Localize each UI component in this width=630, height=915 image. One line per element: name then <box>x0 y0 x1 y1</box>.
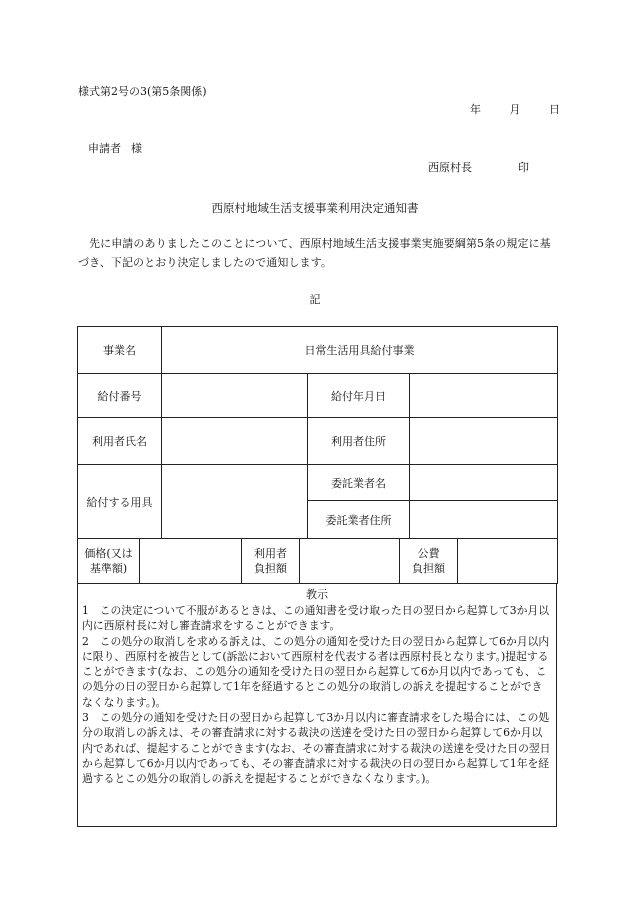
honorific: 様 <box>131 142 142 155</box>
user-burden-label: 利用者 負担額 <box>242 539 300 584</box>
payment-number-label: 給付番号 <box>78 374 162 418</box>
details-table <box>77 326 558 539</box>
date-line <box>470 101 560 117</box>
notice-box <box>77 583 557 827</box>
notice-body <box>78 603 556 787</box>
notice-heading: 教示 <box>306 588 328 601</box>
table-row <box>78 374 558 418</box>
issuer <box>428 159 529 175</box>
contractor-address-cell <box>410 501 558 539</box>
payment-number-cell <box>162 374 308 418</box>
contractor-address-label: 委託業者住所 <box>308 501 410 539</box>
form-number: 様式第2号の3(第5条関係) <box>78 85 207 98</box>
business-name-value: 日常生活用具給付事業 <box>162 327 558 374</box>
applicant-label: 申請者 <box>88 142 121 155</box>
user-address-cell <box>410 418 558 465</box>
user-address-label: 利用者住所 <box>308 418 410 465</box>
price-label: 価格(又は 基準額) <box>78 539 140 584</box>
price-cell <box>140 539 242 584</box>
date-month: 月 <box>509 103 521 116</box>
issuer-name: 西原村長 <box>428 161 472 174</box>
document-title: 西原村地域生活支援事業利用決定通知書 <box>211 201 419 215</box>
payment-date-cell <box>410 374 558 418</box>
notice-item-1: 1 この決定について不服があるときは、この通知書を受け取った日の翌日から起算して3か月以内に西原村長に対し審査請求をすることができます。 <box>82 604 549 633</box>
business-name-label: 事業名 <box>78 327 162 374</box>
user-name-label: 利用者氏名 <box>78 418 162 465</box>
equipment-label: 給付する用具 <box>78 465 162 539</box>
table-row <box>78 539 558 584</box>
payment-date-label: 給付年月日 <box>308 374 410 418</box>
contractor-name-label: 委託業者名 <box>308 465 410 501</box>
user-burden-cell <box>300 539 400 584</box>
notice-item-3: 3 この処分の通知を受けた日の翌日から起算して3か月以内に審査請求をした場合には、この処分の取消しの訴えは、その審査請求に対する裁決の送達を受けた日の翌日から起算して6か月以内であれば、提起することができます(なお、その審査請求に対する裁決の送達を受けた日の翌日から起算して6か月以内であっても、その審査請求に対する裁決の日の翌日から起算して1年を経過するとこの処分の取消しの訴えを提起することができなくなります。)。 <box>82 711 551 786</box>
date-year: 年 <box>470 103 481 116</box>
ki-marker: 記 <box>309 293 321 306</box>
date-day: 日 <box>549 103 560 116</box>
user-name-cell <box>162 418 308 465</box>
seal-mark: 印 <box>518 161 529 174</box>
addressee <box>88 140 142 156</box>
body-text: 先に申請のありましたこのことについて、西原村地域生活支援事業実施要綱第5条の規定に基づき、下記のとおり決定しましたので通知します。 <box>78 237 551 269</box>
equipment-cell <box>162 465 308 539</box>
contractor-name-cell <box>410 465 558 501</box>
public-burden-label: 公費 負担額 <box>400 539 458 584</box>
notice-item-2: 2 この処分の取消しを求める訴えは、この処分の通知を受けた日の翌日から起算して6か月以内に限り、西原村を被告として(訴訟において西原村を代表する者は西原村長となります。)提起することができます(なお、この処分の通知を受けた日の翌日から起算して6か月以内であっても、この処分の日の翌日から起算して1年を経過するとこの処分の取消しの訴えを提起することができなくなります。)。 <box>82 634 550 709</box>
table-row <box>78 465 558 501</box>
public-burden-cell <box>458 539 558 584</box>
table-row <box>78 418 558 465</box>
table-row <box>78 327 558 374</box>
burden-table <box>77 538 558 584</box>
